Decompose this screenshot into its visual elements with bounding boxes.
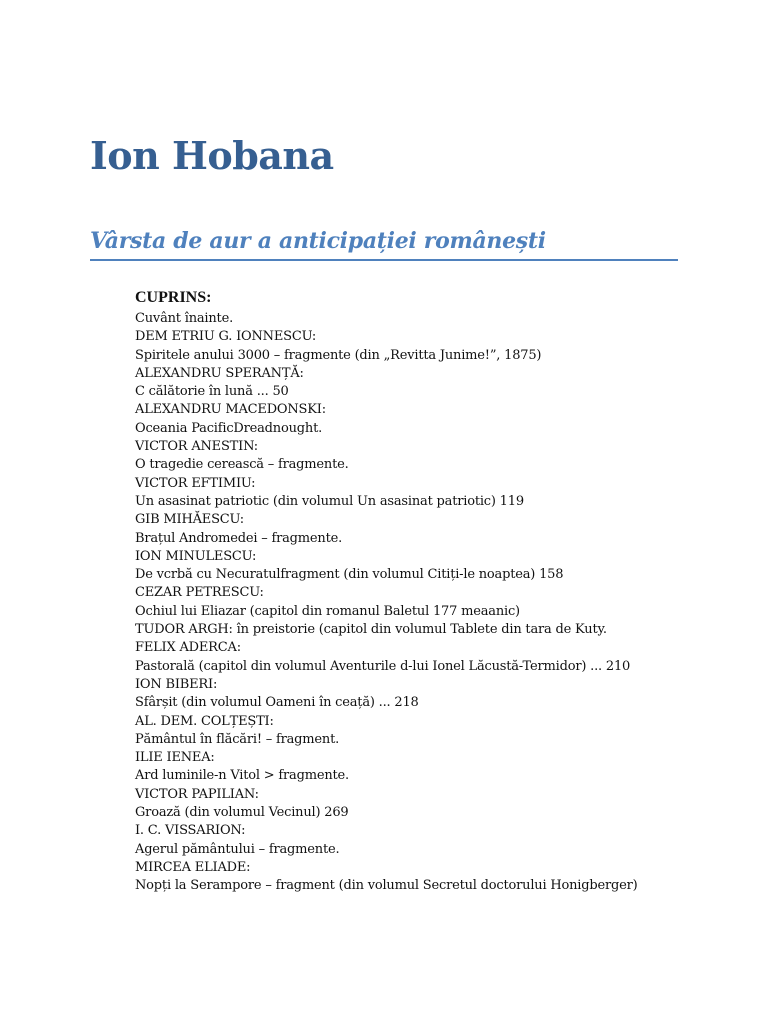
toc-line: VICTOR ANESTIN: — [135, 439, 258, 455]
toc-line: Oceania PacificDreadnought. — [135, 420, 323, 436]
toc-line: FELIX ADERCA: — [135, 640, 241, 656]
toc-line: ION BIBERI: — [135, 676, 218, 692]
toc-line: C călătorie în lună ... 50 — [135, 384, 289, 400]
toc-line: AL. DEM. COLȚEȘTI: — [135, 713, 274, 729]
toc-line: Un asasinat patriotic (din volumul Un asasinat patriotic) 119 — [135, 493, 524, 509]
toc-heading: CUPRINS: — [135, 289, 212, 306]
toc-line: ALEXANDRU SPERANȚĂ: — [135, 365, 304, 381]
table-of-contents — [90, 288, 690, 896]
toc-line: Spiritele anului 3000 – fragmente (din „Revitta Junime!”, 1875) — [135, 347, 542, 363]
toc-line: Pastorală (capitol din volumul Aventurile d-lui Ionel Lăcustă-Termidor) ... 210 — [135, 658, 631, 674]
toc-line: Ochiul lui Eliazar (capitol din romanul Baletul 177 meaanic) — [135, 603, 520, 619]
toc-line: Groază (din volumul Vecinul) 269 — [135, 805, 349, 821]
toc-line: Sfârșit (din volumul Oameni în ceață) ... 218 — [135, 695, 419, 711]
toc-line: Cuvânt înainte. — [135, 311, 234, 326]
toc-line: VICTOR PAPILIAN: — [135, 786, 259, 802]
toc-line: ION MINULESCU: — [135, 548, 257, 564]
toc-line: GIB MIHĂESCU: — [135, 512, 244, 528]
toc-line: I. C. VISSARION: — [135, 823, 246, 839]
toc-line: Nopți la Serampore – fragment (din volumul Secretul doctorului Honigberger) — [135, 878, 638, 894]
toc-line: De vcrbă cu Necuratulfragment (din volumul Citiți-le noaptea) 158 — [135, 567, 564, 583]
toc-line: MIRCEA ELIADE: — [135, 859, 251, 875]
toc-line: DEM ETRIU G. IONNESCU: — [135, 329, 317, 345]
toc-line: TUDOR ARGH: în preistorie (capitol din volumul Tablete din tara de Kuty. — [135, 622, 607, 638]
toc-line: CEZAR PETRESCU: — [135, 585, 264, 601]
toc-line: ALEXANDRU MACEDONSKI: — [135, 402, 326, 418]
author-name: Ion Hobana — [90, 133, 334, 178]
toc-line: Agerul pământului – fragmente. — [135, 841, 340, 857]
toc-line: Ard luminile-n Vitol > fragmente. — [135, 768, 349, 784]
book-title: Vârsta de aur a anticipației românești — [90, 228, 678, 261]
toc-line: O tragedie cerească – fragmente. — [135, 457, 349, 473]
toc-line: VICTOR EFTIMIU: — [135, 475, 256, 491]
toc-line: ILIE IENEA: — [135, 750, 215, 766]
toc-line: Pământul în flăcări! – fragment. — [135, 731, 340, 747]
toc-line: Brațul Andromedei – fragmente. — [135, 530, 343, 546]
